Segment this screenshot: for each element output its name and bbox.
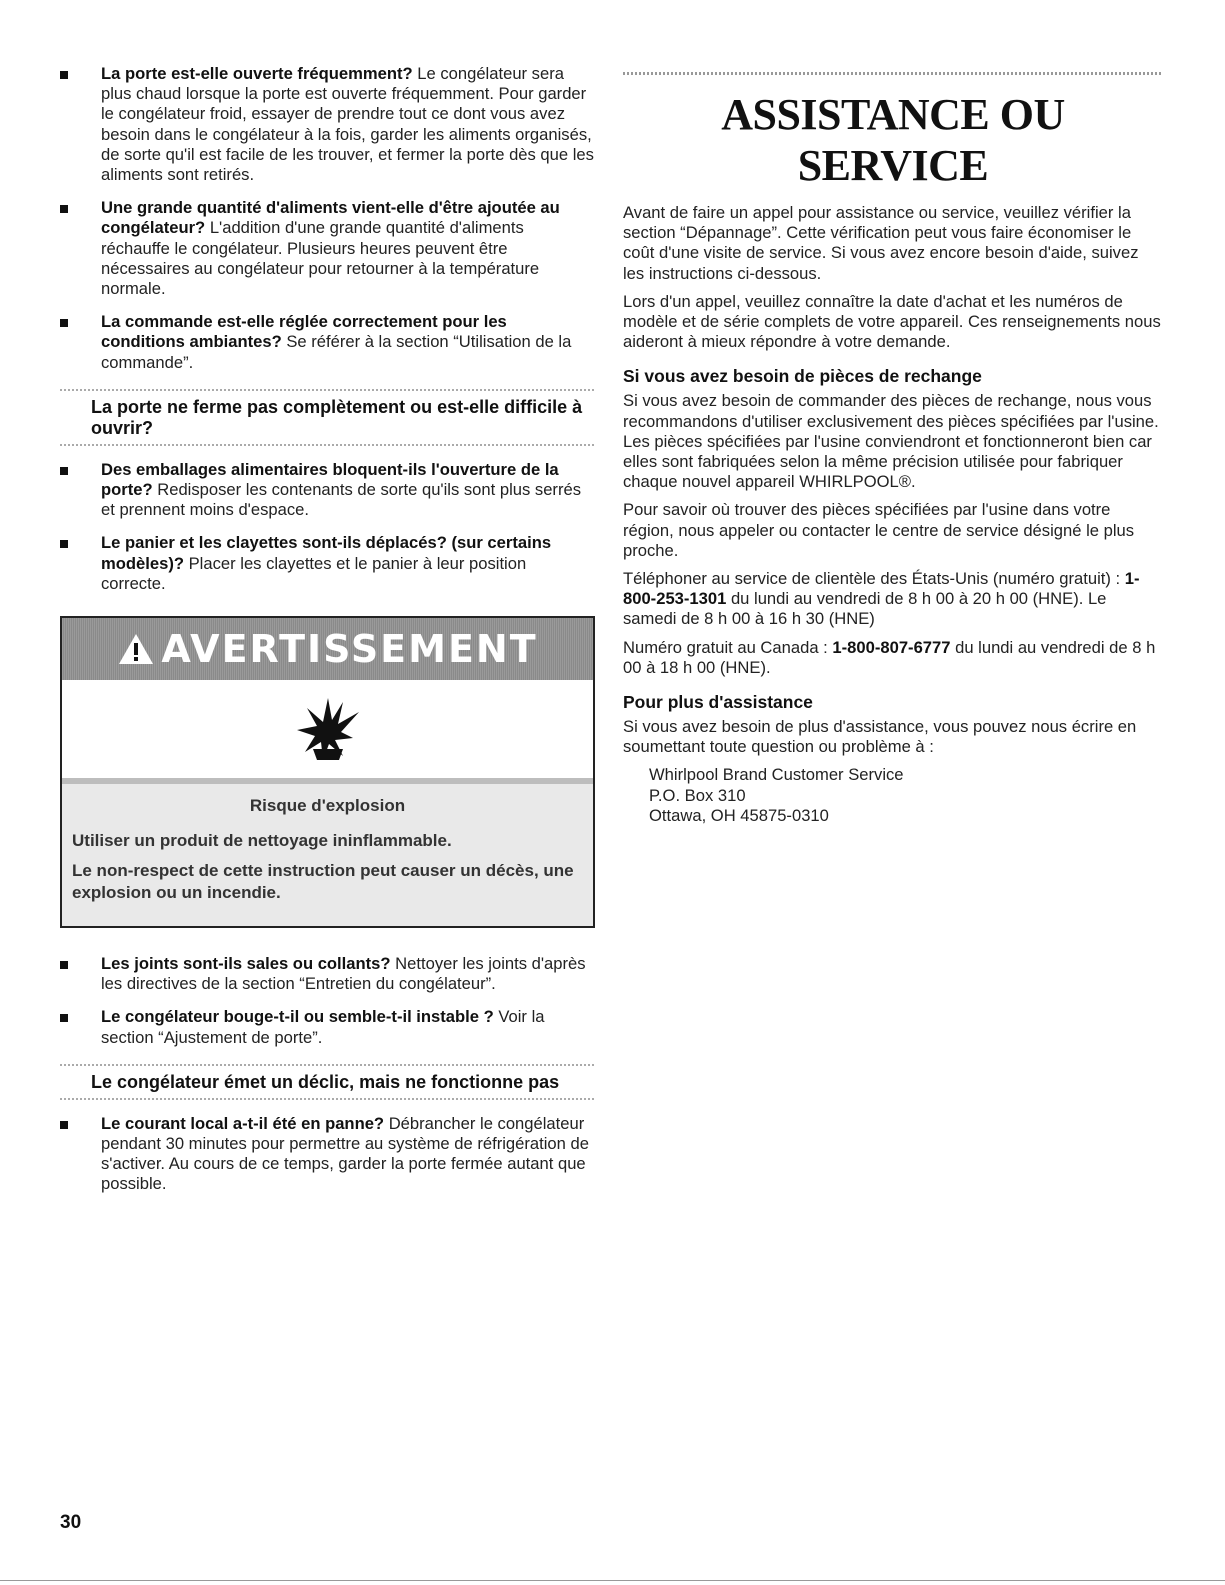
page-bottom-rule xyxy=(0,1580,1225,1581)
list-item: Les joints sont-ils sales ou collants? Nettoyer les joints d'après les directives de la section “Entretien du congélateur”. xyxy=(60,954,595,994)
intro-paragraph: Lors d'un appel, veuillez connaître la date d'achat et les numéros de modèle et de série complets de votre appareil. Ces renseignements nous aideront à mieux répondre à votre demande. xyxy=(623,291,1161,352)
list-item: Une grande quantité d'aliments vient-elle d'être ajoutée au congélateur? L'addition d'une grande quantité d'aliments réchauffe le congélateur. Plusieurs heures peuvent être nécessaires au congélateur pour retourner à la température normale. xyxy=(60,198,595,299)
warning-header xyxy=(62,618,593,680)
warning-triangle-icon xyxy=(117,632,155,666)
more-help-paragraph: Si vous avez besoin de plus d'assistance, vous pouvez nous écrire en soumettant toute question ou problème à : xyxy=(623,717,1137,757)
parts-paragraph: Pour savoir où trouver des pièces spécifiées par l'usine dans votre région, nous appeler ou contacter le centre de service désigné le plus proche. xyxy=(623,500,1135,560)
list-item: Le panier et les clayettes sont-ils déplacés? (sur certains modèles)? Placer les clayettes et le panier à leur position correcte. xyxy=(60,533,595,594)
explosion-icon xyxy=(293,694,363,764)
canada-phone-paragraph: Numéro gratuit au Canada : 1-800-807-6777 du lundi au vendredi de 8 h 00 à 18 h 00 (HNE). xyxy=(623,637,1156,677)
warning-box xyxy=(60,616,595,928)
parts-paragraph: Si vous avez besoin de commander des pièces de rechange, nous vous recommandons d'utiliser exclusivement des pièces spécifiées par l'usine. Les pièces spécifiées par l'usine conviendront et fonctionneront bien car elles sont fabriquées selon la même précision utilisée pour fabriquer chaque nouvel appareil WHIRLPOOL®. xyxy=(623,391,1159,492)
bullet-list xyxy=(60,1114,595,1195)
list-item: Le congélateur bouge-t-il ou semble-t-il instable ? Voir la section “Ajustement de porte”. xyxy=(60,1007,595,1047)
right-column xyxy=(623,64,1163,826)
list-item: Des emballages alimentaires bloquent-ils l'ouverture de la porte? Redisposer les contenants de sorte qu'ils sont plus serrés et prennent moins d'espace. xyxy=(60,460,595,521)
list-item: La commande est-elle réglée correctement pour les conditions ambiantes? Se référer à la section “Utilisation de la commande”. xyxy=(60,312,595,373)
warning-instruction: Utiliser un produit de nettoyage ininflammable. xyxy=(72,831,452,851)
warning-body xyxy=(62,784,593,926)
explosion-icon-area xyxy=(62,680,593,784)
mailing-address xyxy=(623,765,1163,826)
warning-consequence: Le non-respect de cette instruction peut causer un décès, une explosion ou un incendie. xyxy=(72,861,574,903)
bullet-list xyxy=(60,460,595,594)
canada-phone-number: 1-800-807-6777 xyxy=(832,637,951,657)
page-title: ASSISTANCE OU SERVICE xyxy=(721,90,1065,190)
left-column xyxy=(60,64,595,1208)
intro-paragraph: Avant de faire un appel pour assistance ou service, veuillez vérifier la section “Dépannage”. Cette vérification peut vous faire économiser le coût d'une visite de service. Si vous avez encore besoin d'aide, suivez les instructions ci-dessous. xyxy=(623,203,1139,283)
divider xyxy=(623,72,1163,75)
address-line: Ottawa, OH 45875-0310 xyxy=(649,805,829,825)
bullet-list xyxy=(60,954,595,1048)
section-heading: La porte ne ferme pas complètement ou est-elle difficile à ouvrir? xyxy=(60,389,595,446)
warning-title: AVERTISSEMENT xyxy=(161,627,538,672)
us-phone-paragraph: Téléphoner au service de clientèle des États-Unis (numéro gratuit) : 1-800-253-1301 du lundi au vendredi de 8 h 00 à 20 h 00 (HNE). Le samedi de 8 h 00 à 16 h 30 (HNE) xyxy=(623,569,1140,629)
section-heading: Le congélateur émet un déclic, mais ne fonctionne pas xyxy=(60,1064,595,1100)
page-number: 30 xyxy=(60,1512,82,1533)
bullet-list xyxy=(60,64,595,373)
parts-heading: Si vous avez besoin de pièces de rechange xyxy=(623,366,982,387)
more-help-heading: Pour plus d'assistance xyxy=(623,692,813,713)
list-item: La porte est-elle ouverte fréquemment? Le congélateur sera plus chaud lorsque la porte est ouverte fréquemment. Pour garder le congélateur froid, essayer de prendre tout ce dont vous avez besoin dans le congélateur à la fois, garder les aliments organisés, de sorte qu'il est facile de les trouver, et fermer la porte dès que les aliments sont retirés. xyxy=(60,64,595,185)
warning-risk: Risque d'explosion xyxy=(249,796,406,816)
address-line: Whirlpool Brand Customer Service xyxy=(649,765,904,785)
list-item: Le courant local a-t-il été en panne? Débrancher le congélateur pendant 30 minutes pour permettre au système de réfrigération de s'activer. Au cours de ce temps, garder la porte fermée autant que possible. xyxy=(60,1114,595,1195)
us-phone-number: 1-800-253-1301 xyxy=(623,569,1140,609)
address-line: P.O. Box 310 xyxy=(649,785,746,805)
